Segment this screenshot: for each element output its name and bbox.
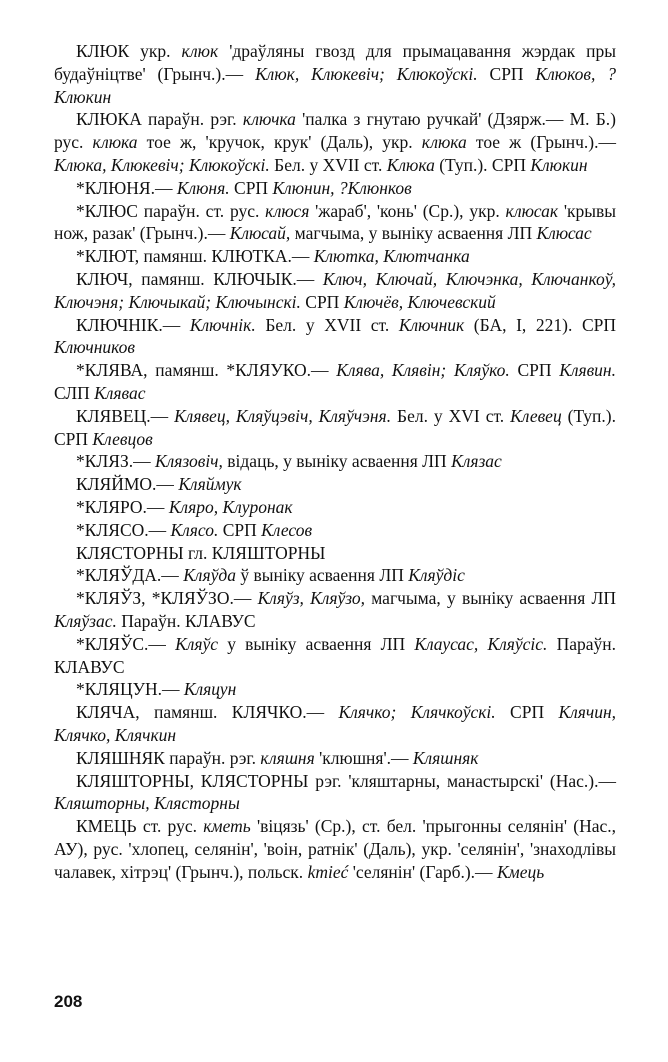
entry-italic-text: Клюков, ?Клюкин (54, 63, 616, 107)
dictionary-entry (54, 770, 616, 816)
entry-italic-text: Клявец, Кляўцэвіч, Кляўчэня. (174, 405, 392, 426)
entry-text: 'селянін' (Гарб.).— (348, 861, 497, 882)
entry-text: СЛП (54, 382, 95, 403)
dictionary-entry (54, 40, 616, 108)
entry-italic-text: Клевцов (92, 428, 153, 449)
entry-text: СРП (509, 360, 560, 381)
entry-text: КЛЮЧ, памянш. КЛЮЧЫК.— (76, 268, 323, 289)
entry-text: *КЛЮТ, памянш. КЛЮТКА.— (76, 246, 314, 267)
entry-text: 'віцязь' (Ср.), ст. бел. 'прыгонны селянін' (Нас., АУ), рус. 'хлопец, селянін', 'воін, ратнік' (Даль), укр. 'селянін', 'знаходлівы чалавек, хітрэц' (Грынч.), польск. (54, 816, 617, 882)
entry-text: *КЛЯСО.— (76, 519, 171, 540)
entry-text: 'крывы нож, разак' (Грынч.).— (54, 200, 617, 244)
entry-text: КМЕЦЬ ст. рус. (76, 816, 204, 837)
entry-text: Параўн. КЛАВУС (54, 633, 617, 677)
entry-italic-text: кляшня (260, 747, 315, 768)
entry-text: КЛЮКА параўн. рэг. (76, 109, 243, 130)
dictionary-entry (54, 633, 616, 679)
entry-italic-text: Кляцун (183, 679, 237, 700)
entry-text: *КЛЯЗ.— (76, 451, 155, 472)
entry-italic-text: Кляймук (178, 474, 242, 495)
entry-text: КЛЯВЕЦ.— (76, 405, 175, 426)
entry-italic-text: клюка (92, 132, 138, 153)
dictionary-entry (54, 245, 616, 268)
entry-text: *КЛЮНЯ.— (76, 177, 177, 198)
entry-italic-text: Ключёв, Ключевский (343, 291, 496, 312)
entry-italic-text: клюка (421, 132, 467, 153)
entry-italic-text: Клюка (386, 154, 435, 175)
entry-text: (Туп.). СРП (434, 154, 531, 175)
dictionary-entry (54, 701, 616, 747)
dictionary-entry (54, 405, 616, 451)
dictionary-entry (54, 678, 616, 701)
entry-text: Бел. у XVII ст. (255, 314, 399, 335)
dictionary-entry (54, 542, 616, 565)
entry-italic-text: Кляўдіс (408, 565, 465, 586)
entry-text: тое ж, 'кручок, крук' (Даль), укр. (137, 132, 422, 153)
entry-italic-text: Клячин, Клячко, Клячкин (54, 702, 617, 745)
entry-text: *КЛЯЎЗ, *КЛЯЎЗО.— (76, 588, 258, 609)
entry-italic-text: Клютка, Клютчанка (313, 246, 470, 267)
entry-italic-text: Клязас (451, 451, 502, 472)
entry-text: КЛЯШТОРНЫ, КЛЯСТОРНЫ рэг. 'кляштарны, манастырскі' (Нас.).— (76, 770, 616, 791)
entry-italic-text: Клязовіч, (154, 451, 223, 472)
entry-text: *КЛЯВА, памянш. *КЛЯУКО.— (76, 360, 337, 381)
dictionary-entry (54, 473, 616, 496)
entry-text: Параўн. КЛАВУС (116, 610, 256, 631)
dictionary-entry (54, 359, 616, 405)
dictionary-entry (54, 314, 616, 360)
dictionary-entry (54, 268, 616, 314)
entry-italic-text: Ключник (398, 314, 465, 335)
entry-italic-text: Клюкин (530, 154, 588, 175)
entry-text: Бел. у XVII ст. (269, 154, 387, 175)
entry-text: КЛЯЧА, памянш. КЛЯЧКО.— (76, 702, 339, 723)
entry-text: СРП (229, 177, 273, 198)
dictionary-entry (54, 450, 616, 473)
dictionary-entry (54, 587, 616, 633)
entry-italic-text: Клявин. (559, 360, 616, 381)
entry-italic-text: Клюсай, (229, 223, 291, 244)
entry-italic-text: клюсак (505, 200, 559, 221)
entry-text: Бел. у XVI ст. (391, 405, 511, 426)
entry-italic-text: Кляшторны, Клясторны (54, 793, 240, 814)
dictionary-entry (54, 564, 616, 587)
entry-text: СРП (477, 63, 536, 84)
entry-italic-text: Клюка, Клюкевіч; Клюкоўскі. (54, 154, 270, 175)
entry-italic-text: Клесов (261, 519, 313, 540)
entry-italic-text: Клясо. (170, 519, 219, 540)
entry-italic-text: Ключ, Ключай, Ключэнка, Ключанкоў, Ключэня; Ключыкай; Ключынскі. (54, 268, 616, 312)
dictionary-entry (54, 815, 616, 883)
entry-text: (Туп.). СРП (54, 405, 617, 449)
entry-italic-text: kmieć (307, 861, 349, 882)
entry-text: *КЛЯРО.— (76, 496, 169, 517)
entry-text: СРП (218, 519, 262, 540)
entry-italic-text: Клюнин, ?Клюнков (272, 177, 412, 198)
entry-text: відаць, у выніку асваення ЛП (222, 451, 452, 472)
entry-text: 'палка з гнутаю ручкай' (Дзярж.— М. Б.) рус. (54, 109, 616, 153)
entry-italic-text: Клюня. (176, 177, 230, 198)
page-number: 208 (54, 992, 83, 1011)
entry-text: КЛЮК укр. (76, 41, 182, 61)
entry-text: *КЛЮС параўн. ст. рус. (76, 200, 266, 221)
entry-text: тое ж (Грынч.).— (466, 132, 616, 153)
entry-italic-text: Клячко; Клячкоўскі. (338, 702, 496, 723)
entries-column (54, 40, 616, 883)
dictionary-entry (54, 519, 616, 542)
entry-italic-text: Клява, Клявін; Кляўко. (336, 360, 510, 381)
entry-italic-text: Кляро, Клyронак (168, 496, 293, 517)
entry-italic-text: Клюк, Клюкевіч; Клюкоўскі. (255, 63, 478, 84)
entry-text: (БА, I, 221). СРП (464, 314, 617, 335)
entry-text: у выніку асваення ЛП (218, 633, 415, 654)
entry-text: СРП (300, 291, 344, 312)
entry-italic-text: кметь (203, 816, 251, 837)
entry-italic-text: Кляўс (175, 633, 219, 654)
entry-text: магчыма, у выніку асваення ЛП (365, 588, 617, 609)
entry-italic-text: Кляўз, Кляўзо, (257, 588, 366, 609)
entry-text: КЛЯСТОРНЫ гл. КЛЯШТОРНЫ (76, 542, 326, 563)
entry-text: ў выніку асваення ЛП (235, 565, 409, 586)
entry-text: КЛЯШНЯК параўн. рэг. (76, 747, 261, 768)
dictionary-entry (54, 177, 616, 200)
entry-italic-text: Ключнік. (189, 314, 256, 335)
entry-text: КЛЮЧНІК.— (76, 314, 190, 335)
entry-text: 'драўляны гвозд для прымацавання жэрдак пры будаўніцтве' (Грынч.).— (54, 41, 616, 84)
entry-italic-text: Кляўда (183, 565, 236, 586)
dictionary-entry (54, 200, 616, 246)
entry-italic-text: Кляшняк (412, 747, 479, 768)
entry-italic-text: клюся (265, 200, 310, 221)
entry-italic-text: Клюсас (536, 223, 592, 244)
entry-text: магчыма, у выніку асваення ЛП (290, 223, 537, 244)
entry-italic-text: Клевец (510, 405, 562, 426)
dictionary-entry (54, 747, 616, 770)
entry-text: *КЛЯЎС.— (76, 633, 176, 654)
entry-text: *КЛЯЎДА.— (76, 565, 184, 586)
entry-italic-text: клюк (181, 41, 219, 61)
entry-text: 'клюшня'.— (314, 747, 413, 768)
entry-text: 'жараб', 'конь' (Ср.), укр. (309, 200, 506, 221)
entry-italic-text: Ключников (54, 337, 136, 358)
entry-italic-text: Клаусас, Кляўсіс. (414, 633, 548, 654)
entry-text: СРП (495, 702, 559, 723)
dictionary-entry (54, 496, 616, 519)
entry-italic-text: Кляўзас. (54, 610, 117, 631)
entry-text: КЛЯЙМО.— (76, 474, 179, 495)
dictionary-entry (54, 108, 616, 176)
entry-italic-text: Клявас (94, 382, 146, 403)
entry-italic-text: Кмець (496, 861, 545, 882)
entry-text: *КЛЯЦУН.— (76, 679, 184, 700)
entry-italic-text: ключка (242, 109, 296, 130)
